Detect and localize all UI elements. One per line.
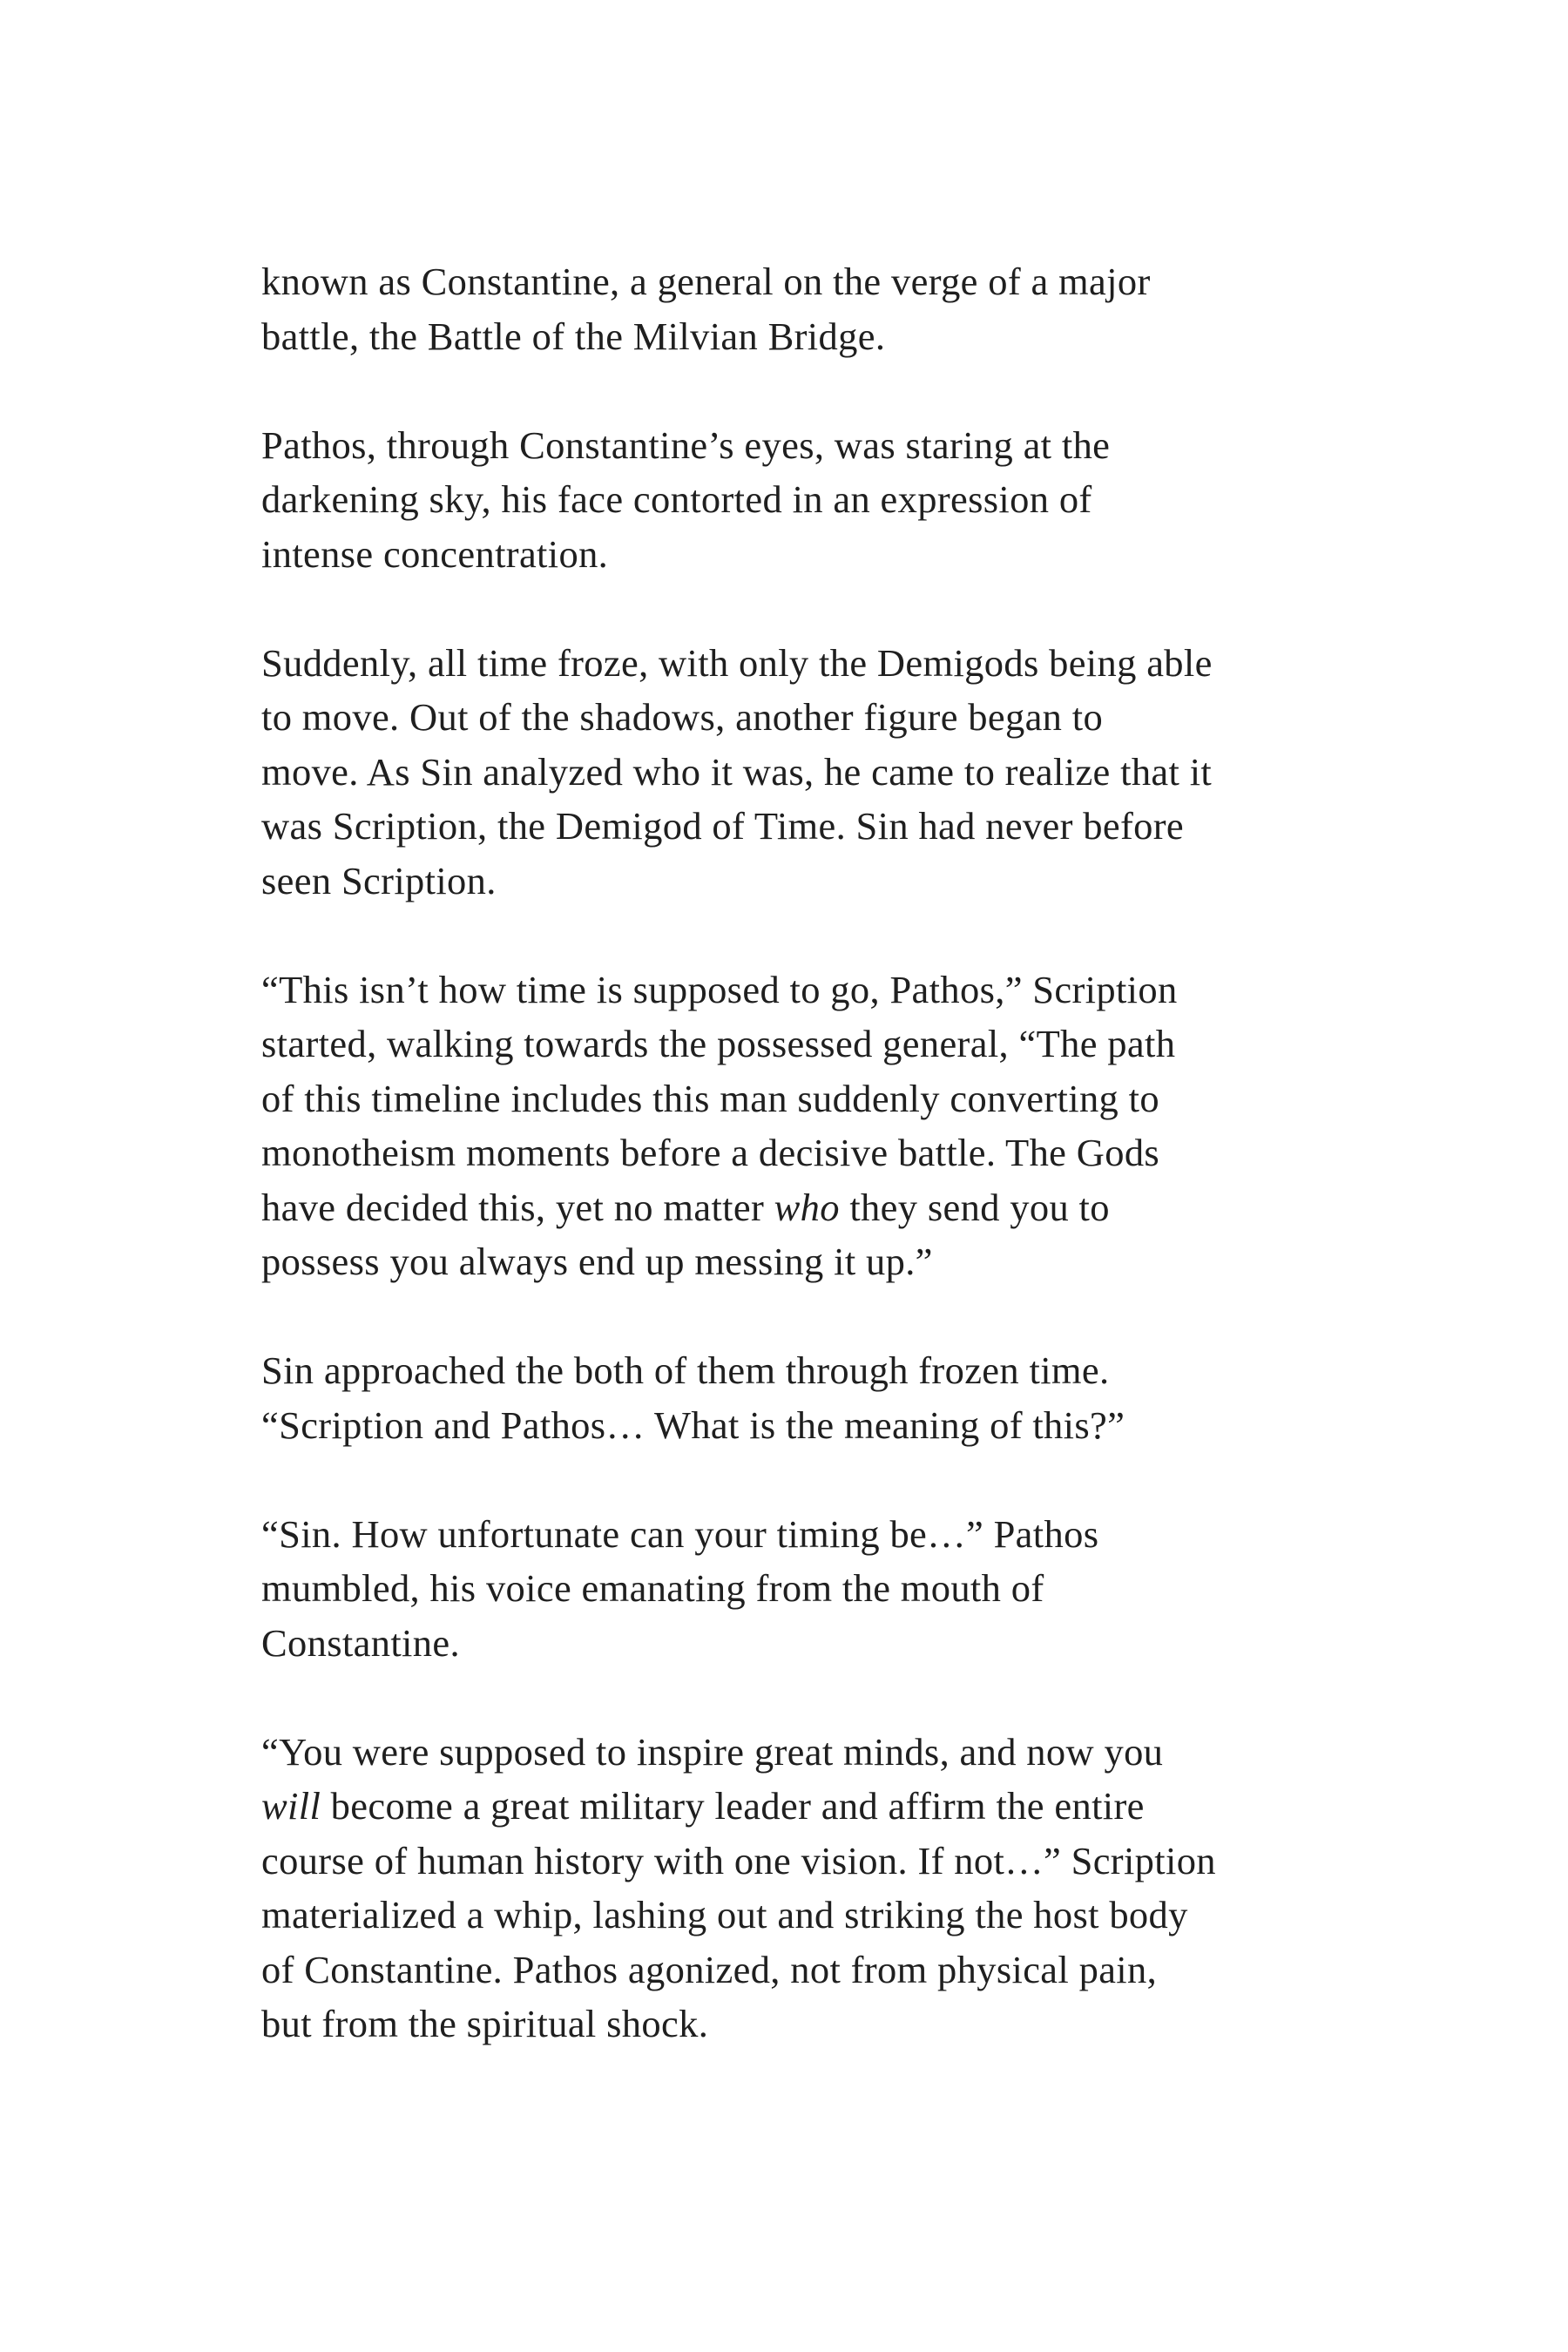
emphasis-text: who — [774, 1185, 840, 1229]
text-run: “You were supposed to inspire great minds, and now you — [261, 1729, 1164, 1774]
paragraph-constantine-intro: known as Constantine, a general on the verge of a major battle, the Battle of the Milvian Bridge. — [261, 260, 1151, 358]
text-run: “This isn’t how time is supposed to go, Pathos,” Scription started, walking towards the possessed general, “The path of this timeline includes this man suddenly converting to monotheism moments before a decisive battle. The Gods have decided this, yet no matter — [261, 967, 1178, 1229]
paragraph-time-froze: Suddenly, all time froze, with only the Demigods being able to move. Out of the shadows, another figure began to move. As Sin analyzed who it was, he came to realize that it was Scription, the Demigod of Time. Sin had never before seen Scription. — [261, 640, 1213, 902]
paragraph-sin-approached: Sin approached the both of them through frozen time. “Scription and Pathos… What is the meaning of this?” — [261, 1348, 1125, 1447]
paragraph-pathos-mumbled: “Sin. How unfortunate can your timing be…” Pathos mumbled, his voice emanating from the mouth of Constantine. — [261, 1511, 1099, 1665]
paragraph-pathos-staring: Pathos, through Constantine’s eyes, was staring at the darkening sky, his face contorted in an expression of intense concentration. — [261, 422, 1111, 576]
paragraph-scription-speech — [261, 963, 1324, 1289]
text-run: become a great military leader and affirm the entire course of human history with one vision. If not…” Scription materialized a whip, lashing out and striking the host body of Constantine. Pathos agonized, not from physical pain, but from the spiritual shock. — [261, 1784, 1216, 2045]
paragraph-scription-whip — [261, 1725, 1324, 2051]
document-page — [261, 254, 1324, 2051]
text-run: they send you to possess you always end up messing it up.” — [261, 1185, 1110, 1283]
emphasis-text: will — [261, 1784, 321, 1828]
